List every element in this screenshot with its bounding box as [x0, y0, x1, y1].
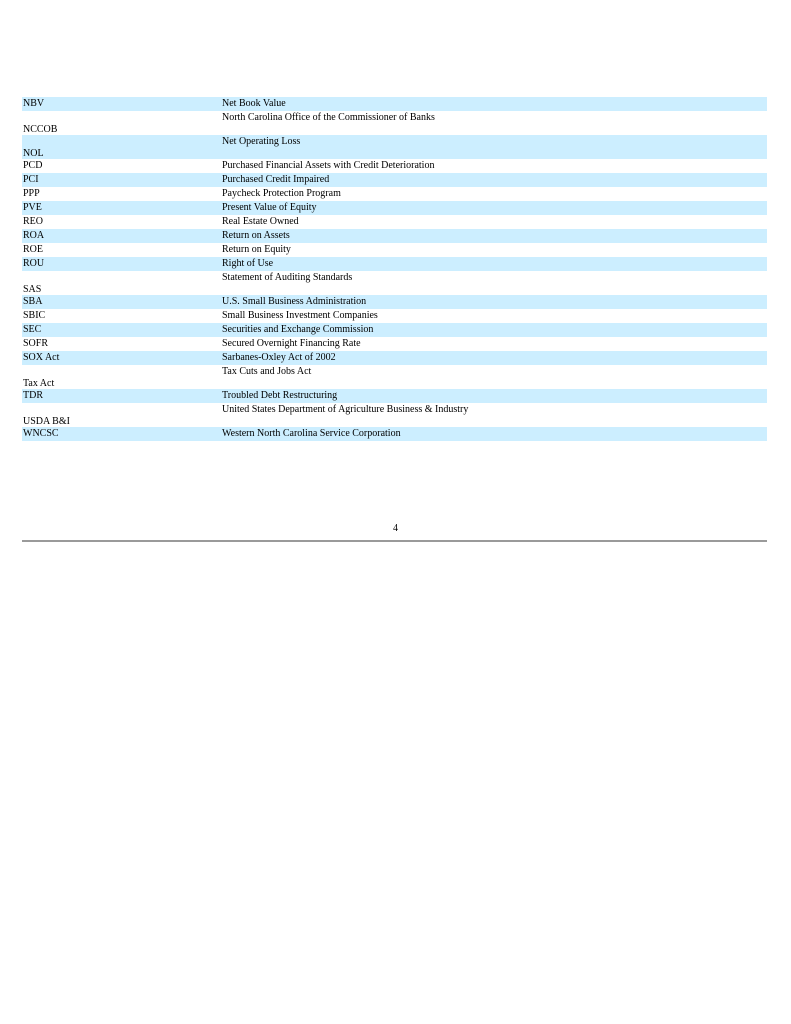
- glossary-row: [22, 173, 767, 187]
- glossary-row: [22, 323, 767, 337]
- page-number: 4: [393, 523, 398, 534]
- definition: Paycheck Protection Program: [222, 188, 341, 199]
- definition: Troubled Debt Restructuring: [222, 390, 338, 401]
- abbreviation: ROE: [23, 244, 43, 255]
- abbreviation: PVE: [23, 202, 42, 213]
- abbreviation: WNCSC: [23, 428, 59, 439]
- definition: Tax Cuts and Jobs Act: [222, 366, 312, 377]
- definition: Western North Carolina Service Corporation: [222, 428, 401, 439]
- glossary-row: [22, 215, 767, 229]
- definition: Net Book Value: [222, 98, 286, 109]
- glossary-row: [22, 271, 767, 295]
- glossary-row: [22, 97, 767, 111]
- glossary-row: [22, 243, 767, 257]
- glossary-row: [22, 403, 767, 427]
- abbreviation: SAS: [23, 284, 42, 295]
- definition: Securities and Exchange Commission: [222, 324, 374, 335]
- glossary-row: [22, 159, 767, 173]
- glossary-row: [22, 351, 767, 365]
- abbreviation: SBA: [23, 296, 43, 307]
- definition: Right of Use: [222, 258, 274, 269]
- abbreviation: PCD: [23, 160, 43, 171]
- glossary-row: [22, 337, 767, 351]
- abbreviation: PCI: [23, 174, 39, 185]
- definition: Purchased Credit Impaired: [222, 174, 330, 185]
- abbreviation: PPP: [23, 188, 40, 199]
- abbreviation: Tax Act: [23, 378, 55, 389]
- abbreviation: SOFR: [23, 338, 49, 349]
- glossary-row: [22, 111, 767, 135]
- footer-divider: [22, 540, 767, 542]
- glossary-row: [22, 295, 767, 309]
- definition: Secured Overnight Financing Rate: [222, 338, 361, 349]
- glossary-row: [22, 187, 767, 201]
- abbreviation: SOX Act: [23, 352, 60, 363]
- definition: Return on Assets: [222, 230, 290, 241]
- abbreviation: TDR: [23, 390, 43, 401]
- glossary-row: [22, 201, 767, 215]
- abbreviation: ROU: [23, 258, 45, 269]
- definition: Sarbanes-Oxley Act of 2002: [222, 352, 336, 363]
- definition: U.S. Small Business Administration: [222, 296, 367, 307]
- definition: Statement of Auditing Standards: [222, 272, 353, 283]
- abbreviation: ROA: [23, 230, 45, 241]
- definition: United States Department of Agriculture Business & Industry: [222, 404, 469, 415]
- abbreviation: NBV: [23, 98, 45, 109]
- definition: Net Operating Loss: [222, 136, 301, 147]
- definition: North Carolina Office of the Commissioner of Banks: [222, 112, 435, 123]
- glossary-row: [22, 257, 767, 271]
- glossary-row: [22, 427, 767, 441]
- glossary-row: [22, 389, 767, 403]
- definition: Present Value of Equity: [222, 202, 317, 213]
- abbreviation: NCCOB: [23, 124, 58, 135]
- glossary-row: [22, 309, 767, 323]
- definition: Purchased Financial Assets with Credit Deterioration: [222, 160, 435, 171]
- definition: Small Business Investment Companies: [222, 310, 378, 321]
- abbreviation: SEC: [23, 324, 42, 335]
- glossary-row: [22, 229, 767, 243]
- glossary-row: [22, 135, 767, 159]
- abbreviation: USDA B&I: [23, 416, 70, 427]
- definition: Return on Equity: [222, 244, 291, 255]
- abbreviation: SBIC: [23, 310, 46, 321]
- glossary-row: [22, 365, 767, 389]
- abbreviation: REO: [23, 216, 43, 227]
- glossary-table: [22, 97, 767, 441]
- definition: Real Estate Owned: [222, 216, 299, 227]
- abbreviation: NOL: [23, 148, 44, 159]
